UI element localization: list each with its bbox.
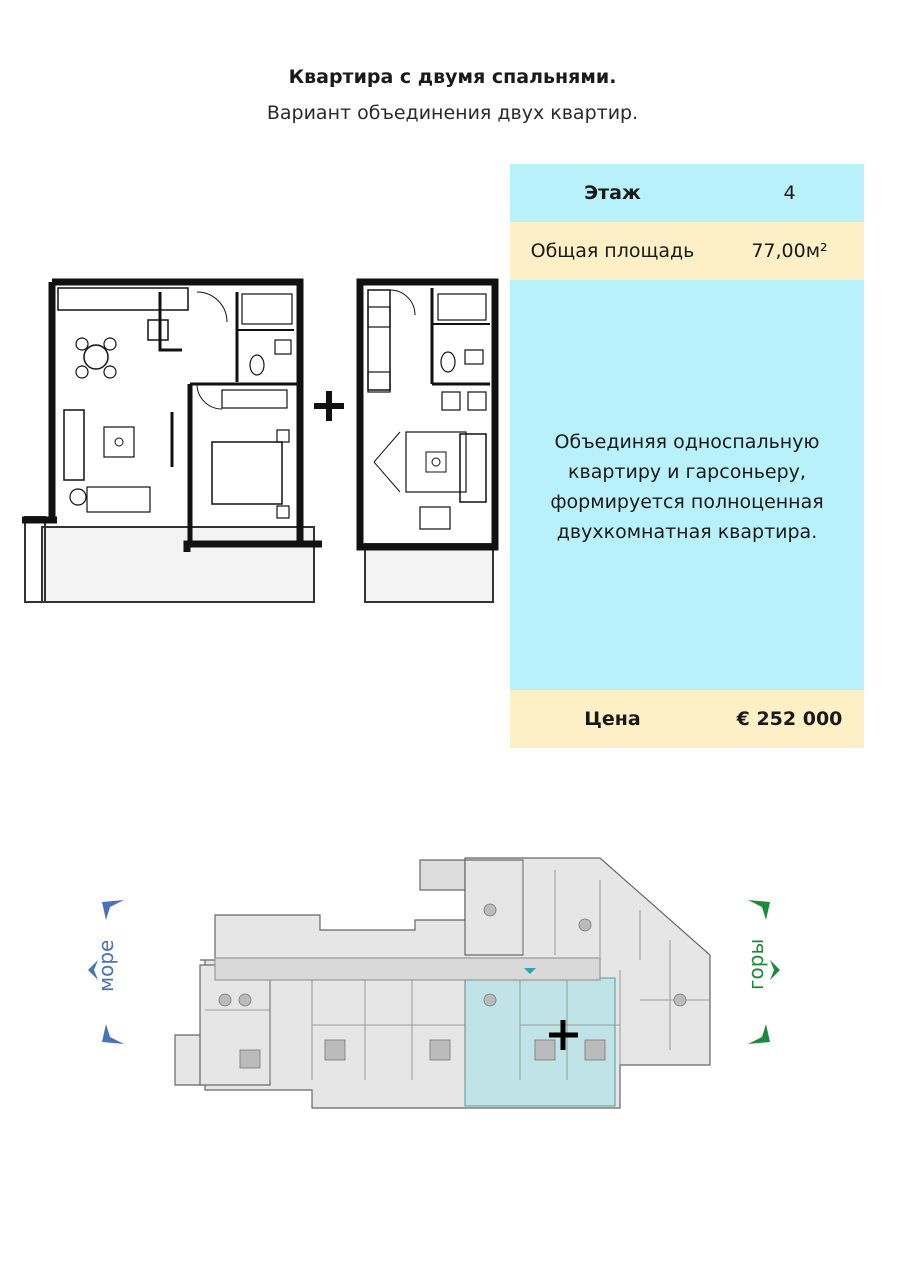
price-value: € 252 000: [736, 708, 843, 730]
plus-icon: [311, 388, 347, 428]
area-label: Общая площадь: [530, 240, 695, 262]
page-subtitle: Вариант объединения двух квартир.: [266, 102, 639, 124]
price-label: Цена: [584, 708, 641, 730]
area-row: [510, 222, 864, 280]
description-row: [510, 280, 864, 690]
studio-plan: [360, 282, 495, 602]
price-row: [510, 690, 864, 748]
floor-row: [510, 164, 864, 222]
sea-direction-label: море: [94, 939, 118, 992]
apartment-floor-plans: [22, 262, 502, 607]
area-value: 77,00м²: [751, 240, 828, 262]
floor-label: Этаж: [584, 182, 641, 204]
description-text: Объединяя односпальную квартиру и гарсоньеру, формируется полноценная двухкомнатная квартира.: [550, 431, 824, 543]
mountains-direction-label: горы: [744, 938, 768, 990]
floor-value: 4: [783, 182, 796, 204]
apartment-info-table: [510, 164, 864, 748]
page-title: Квартира с двумя спальнями.: [288, 66, 617, 88]
one-bedroom-plan: [22, 282, 322, 602]
building-floor-plan: [80, 850, 800, 1120]
